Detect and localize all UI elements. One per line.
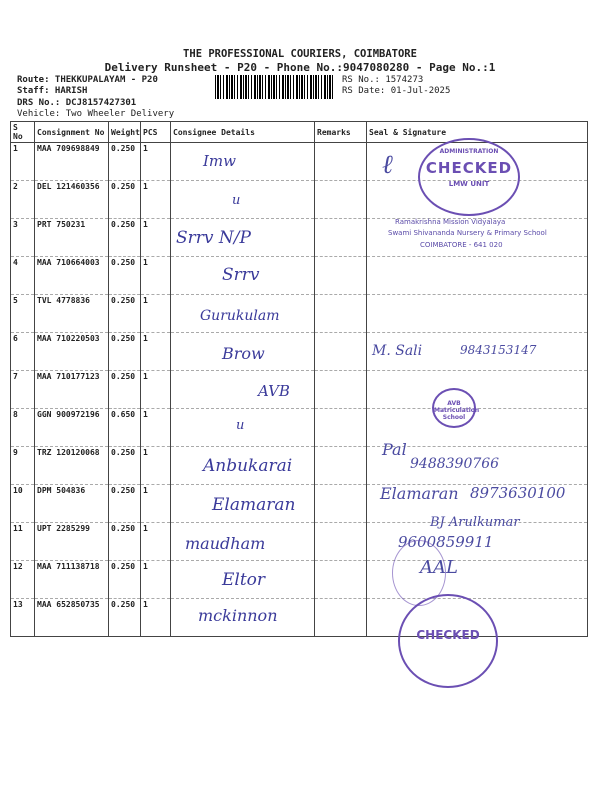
cell-remarks: [315, 143, 367, 181]
handwritten-consignee-11: maudham: [185, 534, 266, 553]
cell-consignee: [171, 371, 315, 409]
cell-remarks: [315, 599, 367, 637]
faded-stamp: [392, 540, 446, 606]
bottom-circular-stamp: [398, 594, 498, 688]
cell-sno: 2: [11, 181, 35, 219]
cell-remarks: [315, 371, 367, 409]
checked-stamp-top: ADMINISTRATION: [439, 148, 499, 155]
drs-label: DRS No.: DCJ8157427301: [17, 98, 137, 108]
cell-remarks: [315, 409, 367, 447]
cell-sno: 11: [11, 523, 35, 561]
cell-sno: 6: [11, 333, 35, 371]
handwritten-consignee-10: Elamaran: [212, 495, 296, 515]
table-row: [11, 371, 588, 409]
company-title: THE PROFESSIONAL COURIERS, COIMBATORE: [183, 48, 417, 60]
handwritten-consignee-8: u: [236, 418, 245, 433]
handwritten-consignee-5: Gurukulam: [200, 308, 280, 324]
cell-weight: 0.250: [109, 485, 141, 523]
cell-consignment: MAA 710220503: [35, 333, 109, 371]
runsheet-subtitle: Delivery Runsheet - P20 - Phone No.:9047080280 - Page No.:1: [104, 61, 496, 74]
signature-row10: Elamaran: [380, 484, 459, 503]
cell-consignee: [171, 143, 315, 181]
cell-pcs: 1: [141, 181, 171, 219]
cell-consignment: MAA 711138718: [35, 561, 109, 599]
cell-remarks: [315, 295, 367, 333]
cell-consignment: MAA 652850735: [35, 599, 109, 637]
cell-pcs: 1: [141, 257, 171, 295]
cell-remarks: [315, 257, 367, 295]
signature-row9: Pal: [382, 440, 407, 459]
header-signature: Seal & Signature: [367, 122, 588, 143]
cell-weight: 0.650: [109, 409, 141, 447]
table-row: [11, 561, 588, 599]
header-weight: Weight: [109, 122, 141, 143]
phone-row11: 9600859911: [398, 533, 494, 551]
cell-sno: 9: [11, 447, 35, 485]
phone-row9: 9488390766: [410, 456, 500, 472]
school-stamp-line3: COIMBATORE - 641 020: [420, 241, 503, 249]
cell-weight: 0.250: [109, 599, 141, 637]
cell-weight: 0.250: [109, 295, 141, 333]
cell-pcs: 1: [141, 333, 171, 371]
handwritten-consignee-7: AVB: [258, 382, 290, 400]
cell-weight: 0.250: [109, 371, 141, 409]
cell-weight: 0.250: [109, 257, 141, 295]
cell-signature: [367, 257, 588, 295]
table-row: [11, 409, 588, 447]
cell-pcs: 1: [141, 219, 171, 257]
cell-remarks: [315, 523, 367, 561]
cell-pcs: 1: [141, 447, 171, 485]
signature-row11: BJ Arulkumar: [430, 515, 520, 530]
handwritten-consignee-2: u: [232, 193, 241, 208]
cell-remarks: [315, 181, 367, 219]
cell-sno: 12: [11, 561, 35, 599]
cell-sno: 1: [11, 143, 35, 181]
cell-weight: 0.250: [109, 447, 141, 485]
avb-stamp: [432, 388, 480, 428]
cell-pcs: 1: [141, 561, 171, 599]
header-consignment: Consignment No: [35, 122, 109, 143]
header-remarks: Remarks: [315, 122, 367, 143]
cell-signature: [367, 295, 588, 333]
cell-pcs: 1: [141, 409, 171, 447]
table-row: [11, 257, 588, 295]
cell-pcs: 1: [141, 143, 171, 181]
cell-weight: 0.250: [109, 561, 141, 599]
cell-consignment: MAA 710664003: [35, 257, 109, 295]
vehicle-label: Vehicle: Two Wheeler Delivery: [17, 109, 175, 119]
cell-weight: 0.250: [109, 143, 141, 181]
cell-sno: 7: [11, 371, 35, 409]
checked-stamp: [418, 138, 520, 216]
cell-remarks: [315, 333, 367, 371]
header-sno: S No: [11, 122, 35, 143]
cell-consignment: GGN 900972196: [35, 409, 109, 447]
cell-weight: 0.250: [109, 523, 141, 561]
handwritten-consignee-6: Brow: [222, 344, 265, 363]
handwritten-consignee-9: Anbukarai: [203, 456, 293, 476]
cell-sno: 4: [11, 257, 35, 295]
cell-consignment: TVL 4778836: [35, 295, 109, 333]
table-row: [11, 599, 588, 637]
checked-stamp-main: CHECKED: [425, 159, 513, 177]
cell-pcs: 1: [141, 295, 171, 333]
cell-weight: 0.250: [109, 181, 141, 219]
table-row: [11, 447, 588, 485]
cell-sno: 5: [11, 295, 35, 333]
cell-pcs: 1: [141, 371, 171, 409]
cell-signature: [367, 371, 588, 409]
staff-label: Staff: HARISH: [17, 86, 88, 96]
handwritten-consignee-12: Eltor: [222, 570, 266, 590]
cell-consignment: MAA 709698849: [35, 143, 109, 181]
phone-row10: 8973630100: [470, 484, 566, 502]
signature-row1-mark: ℓ: [382, 150, 393, 180]
school-stamp-line2: Swami Shivananda Nursery & Primary School: [388, 229, 547, 237]
checked-stamp-bottom: LMW UNIT: [448, 180, 490, 188]
cell-sno: 3: [11, 219, 35, 257]
rs-number: RS No.: 1574273: [342, 75, 424, 85]
cell-consignment: MAA 710177123: [35, 371, 109, 409]
header-pcs: PCS: [141, 122, 171, 143]
avb-stamp-text: AVB Matriculation School: [434, 400, 480, 421]
cell-sno: 10: [11, 485, 35, 523]
cell-pcs: 1: [141, 523, 171, 561]
handwritten-consignee-13: mckinnon: [198, 606, 278, 625]
header-consignee: Consignee Details: [171, 122, 315, 143]
signature-row12: AAL: [420, 557, 458, 578]
cell-consignee: [171, 181, 315, 219]
handwritten-consignee-4: Srrv: [222, 265, 260, 285]
cell-remarks: [315, 219, 367, 257]
bottom-stamp-text: CHECKED: [416, 628, 480, 642]
cell-consignment: UPT 2285299: [35, 523, 109, 561]
cell-pcs: 1: [141, 485, 171, 523]
cell-weight: 0.250: [109, 219, 141, 257]
cell-sno: 8: [11, 409, 35, 447]
cell-remarks: [315, 485, 367, 523]
route-label: Route: THEKKUPALAYAM - P20: [17, 75, 158, 85]
handwritten-consignee-1: Imw: [203, 152, 236, 170]
school-stamp-line1: Ramakrishna Mission Vidyalaya: [395, 218, 506, 226]
cell-weight: 0.250: [109, 333, 141, 371]
handwritten-consignee-3: Srrv N/P: [176, 228, 251, 248]
signature-row6: M. Sali: [372, 343, 423, 359]
barcode-image: [215, 75, 335, 99]
cell-pcs: 1: [141, 599, 171, 637]
cell-remarks: [315, 561, 367, 599]
cell-sno: 13: [11, 599, 35, 637]
cell-consignment: DPM 504836: [35, 485, 109, 523]
cell-consignment: DEL 121460356: [35, 181, 109, 219]
cell-consignment: TRZ 120120068: [35, 447, 109, 485]
table-row: [11, 295, 588, 333]
phone-row6: 9843153147: [460, 343, 537, 357]
rs-date: RS Date: 01-Jul-2025: [342, 86, 451, 96]
cell-remarks: [315, 447, 367, 485]
cell-consignment: PRT 750231: [35, 219, 109, 257]
table-header-row: [11, 122, 588, 143]
